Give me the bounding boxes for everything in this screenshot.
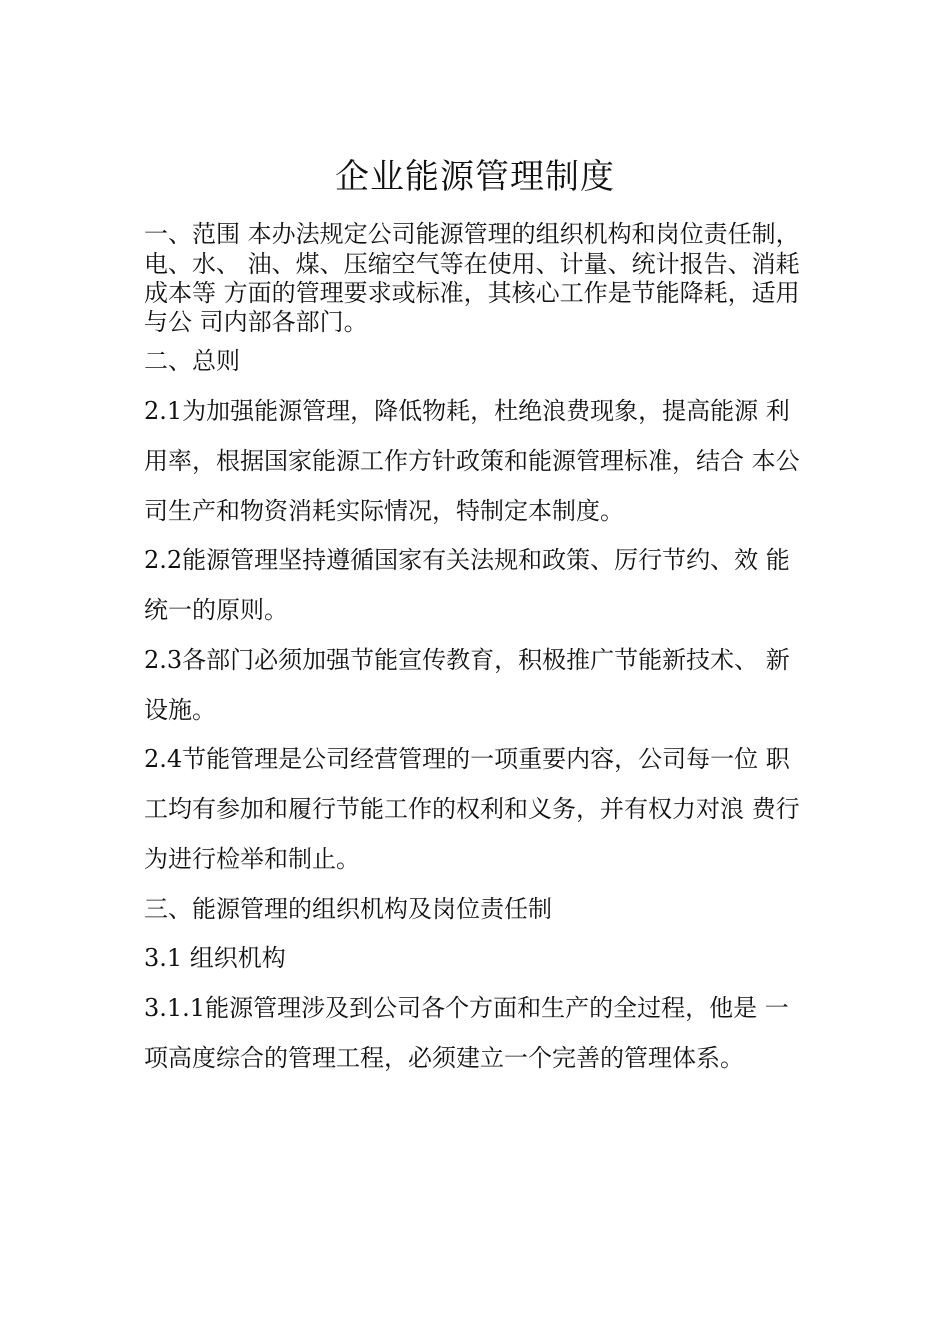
- text-line: 2.2能源管理坚持遵循国家有关法规和政策、厉行节约、效 能: [144, 546, 790, 574]
- text-line: 司生产和物资消耗实际情况，特制定本制度。: [144, 497, 624, 525]
- text-line: 为进行检举和制止。: [144, 845, 360, 873]
- text-line: 统一的原则。: [144, 596, 288, 624]
- text-line: 与公 司内部各部门。: [144, 308, 368, 336]
- section-heading: 三、能源管理的组织机构及岗位责任制: [144, 895, 552, 923]
- text-line: 3.1.1能源管理涉及到公司各个方面和生产的全过程，他是 一: [144, 994, 789, 1022]
- text-line: 用率，根据国家能源工作方针政策和能源管理标准，结合 本公: [144, 447, 800, 475]
- text-line: 2.3各部门必须加强节能宣传教育，积极推广节能新技术、 新: [144, 646, 790, 674]
- text-line: 工均有参加和履行节能工作的权利和义务，并有权力对浪 费行: [144, 795, 800, 823]
- text-line: 一、范围 本办法规定公司能源管理的组织机构和岗位责任制，: [144, 220, 800, 248]
- text-line: 2.4节能管理是公司经营管理的一项重要内容，公司每一位 职: [144, 745, 790, 773]
- section-heading: 二、总则: [144, 347, 240, 375]
- text-line: 电、水、 油、煤、压缩空气等在使用、计量、统计报告、消耗: [144, 250, 800, 278]
- text-line: 项高度综合的管理工程，必须建立一个完善的管理体系。: [144, 1044, 744, 1072]
- document-title: 企业能源管理制度: [335, 157, 615, 197]
- text-line: 2.1为加强能源管理，降低物耗，杜绝浪费现象，提高能源 利: [144, 397, 790, 425]
- text-line: 设施。: [144, 696, 216, 724]
- text-line: 成本等 方面的管理要求或标准，其核心工作是节能降耗，适用: [144, 279, 800, 307]
- subsection-heading: 3.1 组织机构: [144, 944, 286, 972]
